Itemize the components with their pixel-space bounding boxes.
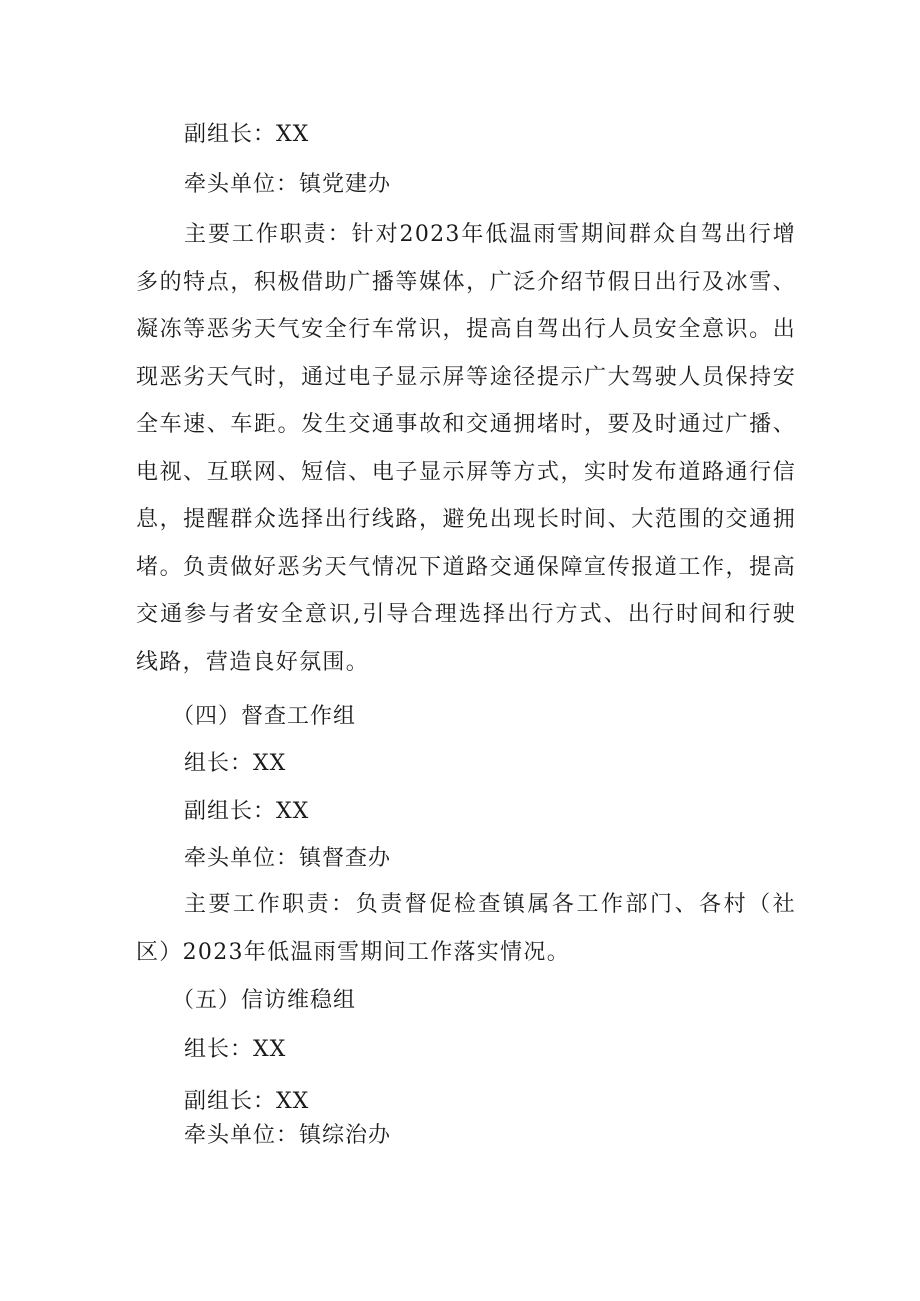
section-heading-petition: （五）信访维稳组 [172,988,357,1013]
supervision-deputy-line: 副组长：XX [184,799,310,824]
supervision-leader-line: 组长：XX [184,751,287,776]
duty-paragraph: 主要工作职责：针对2023年低温雨雪期间群众自驾出行增多的特点，积极借助广播等媒体，广泛介绍节假日出行及冰雪、凝冻等恶劣天气安全行车常识，提高自驾出行人员安全意识。出现恶劣天气时，通过电子显示屏等途径提示广大驾驶人员保持安全车速、车距。发生交通事故和交通拥堵时，要及时通过广播、电视、互联网、短信、电子显示屏等方式，实时发布道路通行信息，提醒群众选择出行线路，避免出现长时间、大范围的交通拥堵。负责做好恶劣天气情况下道路交通保障宣传报道工作，提高交通参与者安全意识,引导合理选择出行方式、出行时间和行驶线路，营造良好氛围。 [136,222,796,675]
supervision-duty-paragraph: 主要工作职责：负责督促检查镇属各工作部门、各村（社区）2023年低温雨雪期间工作落实情况。 [136,892,796,965]
section-heading-supervision: （四）督查工作组 [172,704,357,729]
petition-deputy-line: 副组长：XX [184,1089,310,1114]
petition-leader-line: 组长：XX [184,1037,287,1062]
deputy-leader-line: 副组长：XX [184,122,310,147]
supervision-lead-unit-line: 牵头单位：镇督查办 [184,846,392,871]
lead-unit-line: 牵头单位：镇党建办 [184,172,392,197]
petition-lead-unit-line: 牵头单位：镇综治办 [184,1123,392,1148]
